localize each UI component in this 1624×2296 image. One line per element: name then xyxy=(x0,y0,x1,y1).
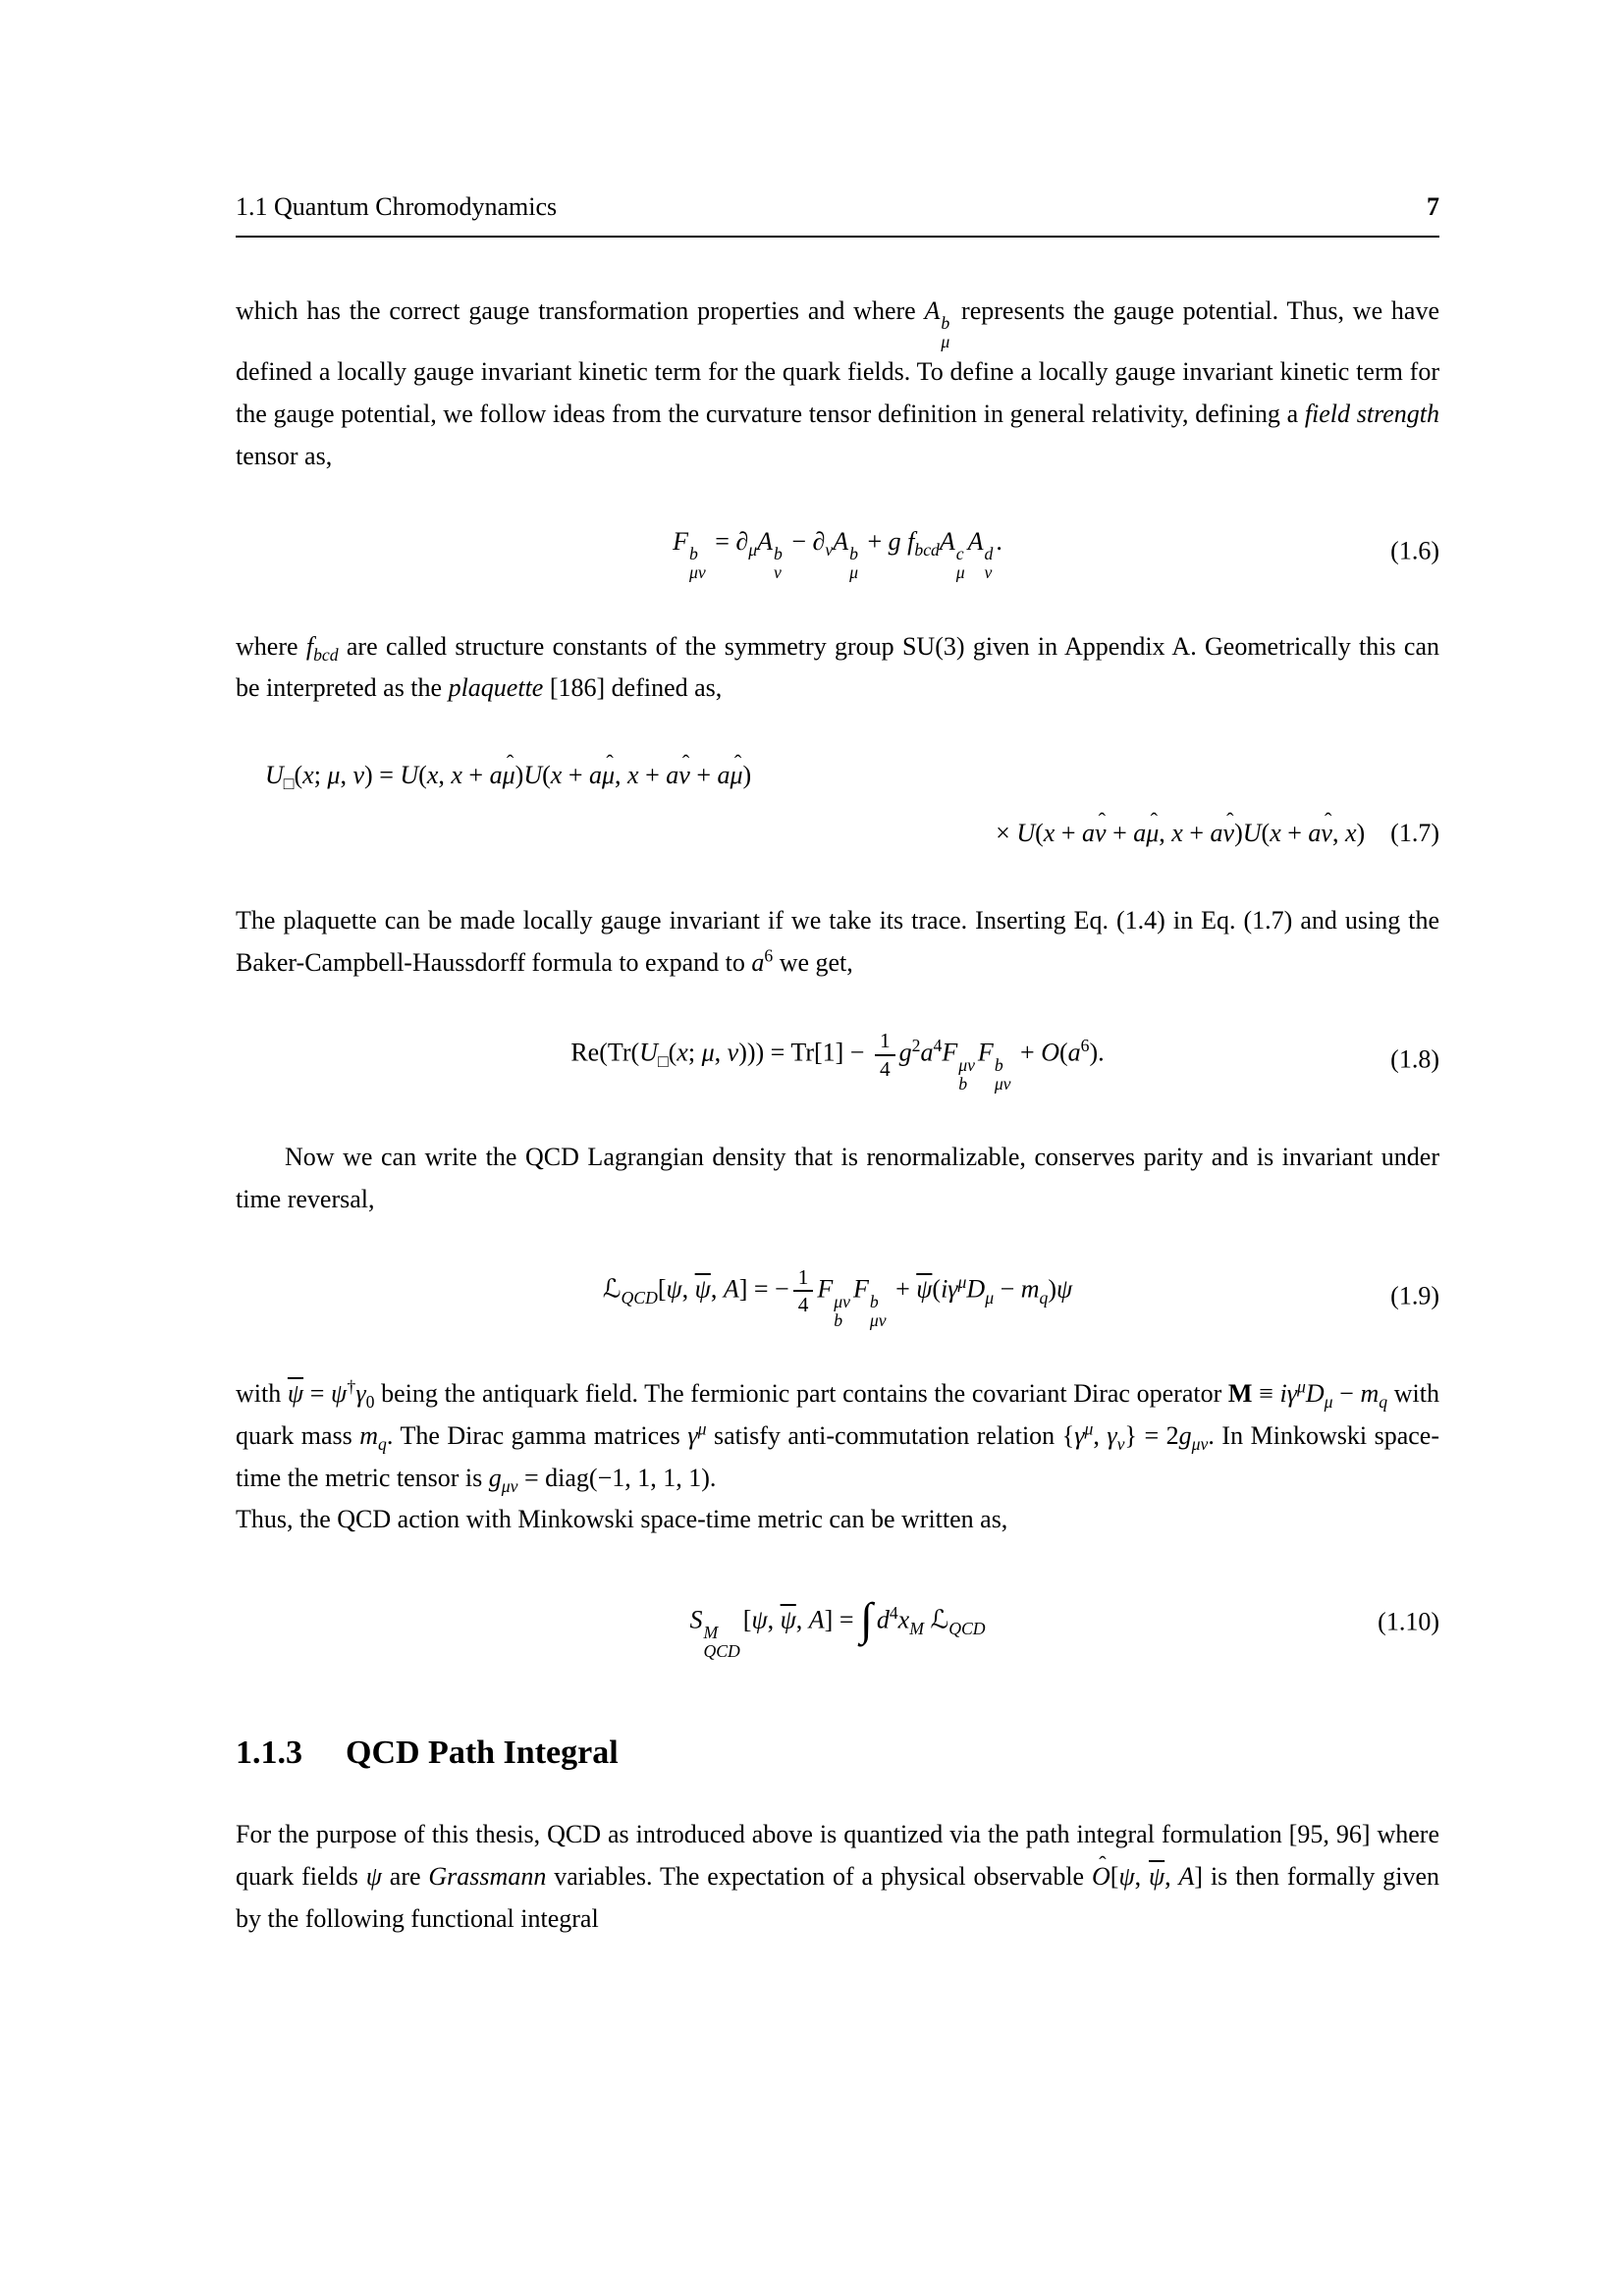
equation-1-9-body: ℒ$_{QCD}$[ψ, $\overline{\psi}$, A] = − $\frac{1}{4}$ F μν b F b μν + $\overline{\psi}(i\gamma^\mu D_\mu - m_q)\psi$ xyxy=(602,1264,1073,1330)
equation-1-7-line2: × U(x + aν ˆ + aμ ˆ, x + aν ˆ)U(x + aν ˆ, x) xyxy=(996,813,1365,855)
paragraph-structure-constants: where $f_{bcd}$ are called structure constants of the symmetry group SU(3) given in Appendix A. Geometrically this can be interpreted as the plaquette [186] defined as, xyxy=(236,631,1439,703)
equation-1-8-body: $Re(Tr(U_□(x$; μ, ν))) = Tr[1] − $\frac{1}{4}$ $g^2a^4F$ μν b F b μν + $O(a^6)$. xyxy=(570,1028,1105,1094)
equation-1-7-line1: $U_□(x$; μ, ν) = U(x, x + aμ ˆ)U(x + aμ ˆ, x + aν ˆ + aμ ˆ) xyxy=(236,755,1439,797)
paragraph-plaquette-trace: The plaquette can be made locally gauge invariant if we take its trace. Inserting Eq. (1.4) in Eq. (1.7) and using the Baker-Campbell-Haussdorff formula to expand to $a^6$ we get, xyxy=(236,906,1439,977)
equation-1-7-number: (1.7) xyxy=(1390,819,1439,848)
page-body xyxy=(236,291,1439,1941)
equation-1-8 xyxy=(236,1028,1439,1094)
paragraph-qcd-action: Thus, the QCD action with Minkowski space-time metric can be written as, xyxy=(236,1505,1008,1534)
equation-1-6 xyxy=(236,521,1439,582)
subsection-number: 1.1.3 xyxy=(236,1735,302,1772)
equation-1-7 xyxy=(236,755,1439,855)
subsection-heading xyxy=(236,1726,1439,1781)
equation-1-10-body: S M QCD [ψ, $\overline{\psi}$, A] = ∫ $d^4x_M$ ℒ$_{QCD}$ xyxy=(689,1593,986,1662)
equation-1-6-body: F b μν = $\partial_\mu A$ b ν − $\partial_\nu A$ b μ + g $f_{bcd}A$ c μ A d ν . xyxy=(673,527,1002,583)
paragraph-antiquark-field: with $\overline{\psi} = \psi^\dagger\gamma_0$ being the antiquark field. The fermionic part contains the covariant Dirac operator $M \equiv i\gamma^\mu D_\mu - m_q$ with quark mass $m_q$. The Dirac gamma matrices $\gamma^\mu$ satisfy anti-commutation relation {$\gamma^\mu$, $\gamma_\nu\} = 2g_{\mu\nu}$. In Minkowski space-time the metric tensor is $g_{\mu\nu}$ = diag(−1, 1, 1, 1). xyxy=(236,1376,1439,1496)
equation-1-9-number: (1.9) xyxy=(1390,1281,1439,1310)
paragraph-path-integral: For the purpose of this thesis, QCD as introduced above is quantized via the path integral formulation [95, 96] where quark fields ψ are Grassmann variables. The expectation of a physical observable O ˆ[ψ, $\overline{\psi}$, A] is then formally given by the following functional integral xyxy=(236,1814,1439,1941)
paragraph-gauge-potential: which has the correct gauge transformation properties and where A b μ represents the gauge potential. Thus, we have defined a locally gauge invariant kinetic term for the quark fields. To define a locally gauge invariant kinetic term for the gauge potential, we follow ideas from the curvature tensor definition in general relativity, defining a field strength tensor as, xyxy=(236,296,1439,471)
equation-1-7-line2-row xyxy=(236,813,1439,855)
paragraph-qcd-lagrangian: Now we can write the QCD Lagrangian density that is renormalizable, conserves parity and is invariant under time reversal, xyxy=(236,1142,1439,1213)
header-section-title: 1.1 Quantum Chromodynamics xyxy=(236,192,558,221)
subsection-title: QCD Path Integral xyxy=(346,1735,619,1772)
equation-1-6-number: (1.6) xyxy=(1390,536,1439,565)
running-header xyxy=(236,192,1439,238)
equation-1-10 xyxy=(236,1584,1439,1661)
equation-1-9 xyxy=(236,1264,1439,1330)
equation-1-8-number: (1.8) xyxy=(1390,1044,1439,1074)
equation-1-10-number: (1.10) xyxy=(1378,1607,1439,1636)
page-number: 7 xyxy=(1427,192,1439,221)
